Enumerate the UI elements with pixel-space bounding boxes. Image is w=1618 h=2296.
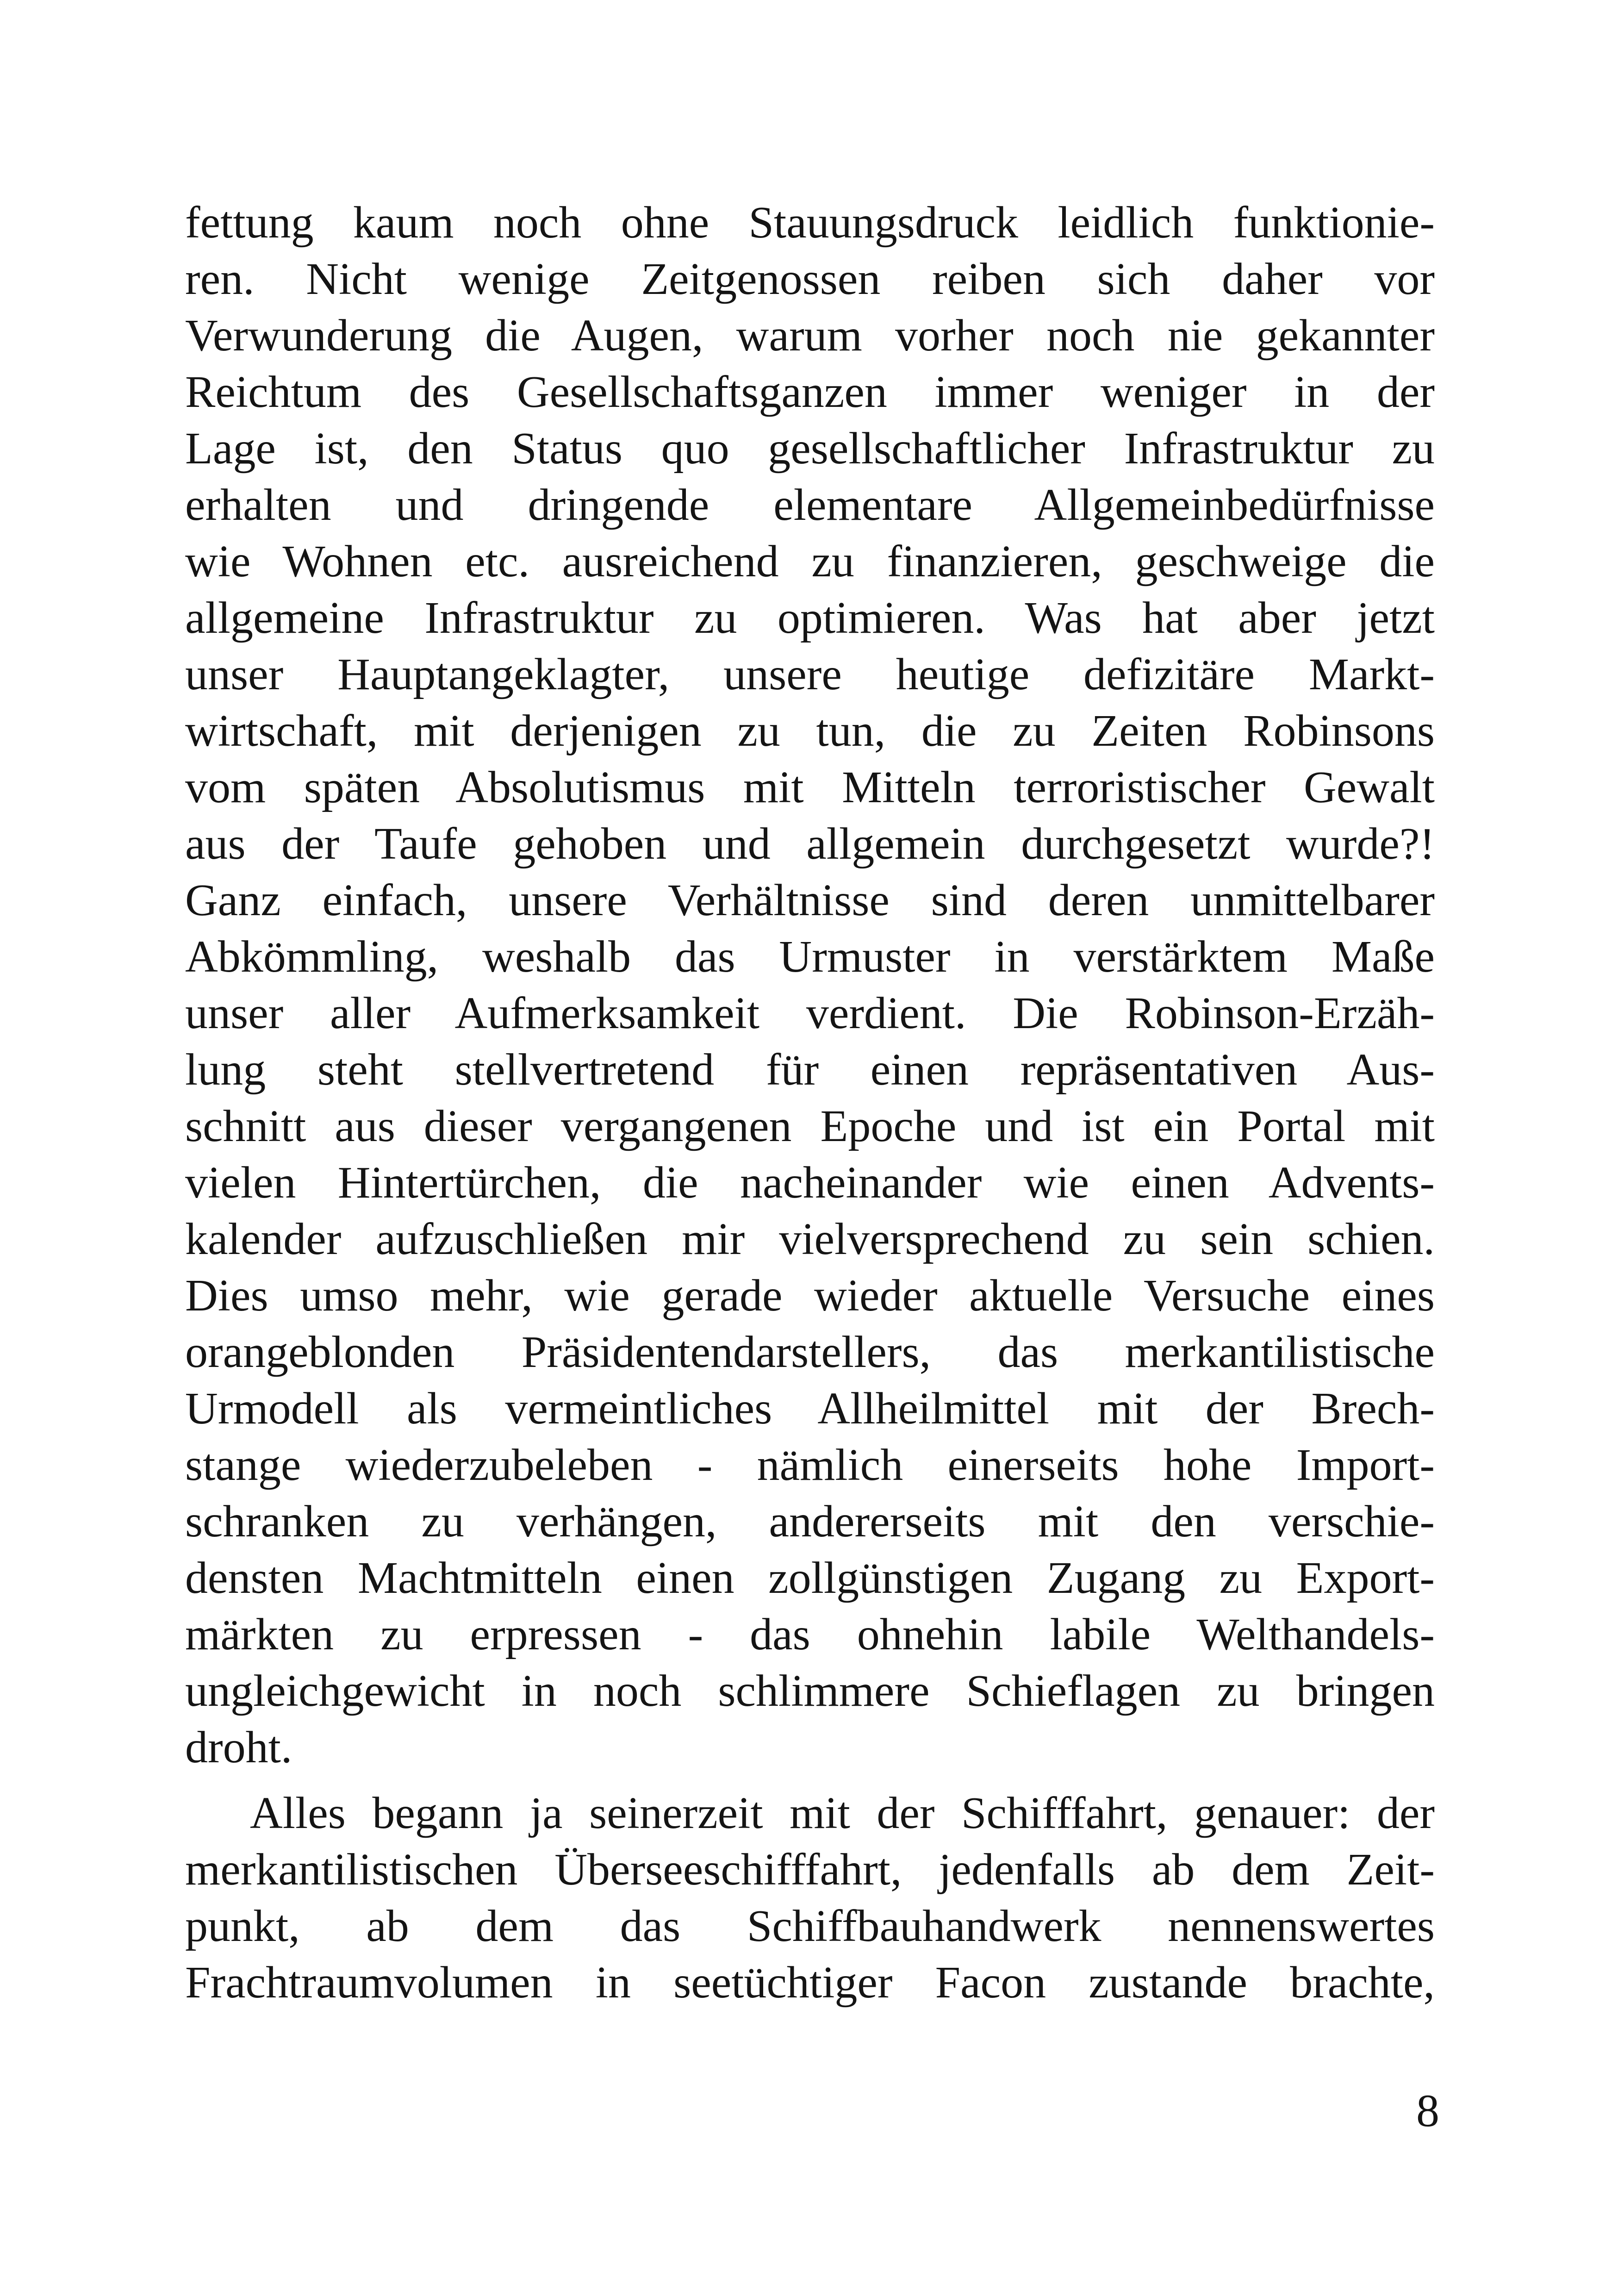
text-line: kalender aufzuschließen mir vielversprechend zu sein schien. xyxy=(185,1214,1435,1264)
text-line: Alles begann ja seinerzeit mit der Schifffahrt, genauer: der xyxy=(250,1788,1435,1838)
text-line: Frachtraumvolumen in seetüchtiger Facon zustande brachte, xyxy=(185,1958,1435,2008)
text-line: aus der Taufe gehoben und allgemein durchgesetzt wurde?! xyxy=(185,819,1435,869)
text-line: Urmodell als vermeintliches Allheilmittel mit der Brech- xyxy=(185,1384,1435,1434)
text-line: unser aller Aufmerksamkeit verdient. Die Robinson-Erzäh- xyxy=(185,988,1435,1038)
text-line: vielen Hintertürchen, die nacheinander wie einen Advents- xyxy=(185,1158,1435,1208)
text-line: Ganz einfach, unsere Verhältnisse sind deren unmittelbarer xyxy=(185,875,1435,925)
text-line: droht. xyxy=(185,1722,292,1772)
text-line: ungleichgewicht in noch schlimmere Schieflagen zu bringen xyxy=(185,1666,1435,1716)
text-line: wie Wohnen etc. ausreichend zu finanzieren, geschweige die xyxy=(185,537,1435,586)
text-line: Lage ist, den Status quo gesellschaftlicher Infrastruktur zu xyxy=(185,424,1435,474)
paragraph-gap xyxy=(185,1776,1435,1785)
text-line: densten Machtmitteln einen zollgünstigen Zugang zu Export- xyxy=(185,1553,1435,1603)
text-line: Reichtum des Gesellschaftsganzen immer weniger in der xyxy=(185,367,1435,417)
text-line: vom späten Absolutismus mit Mitteln terroristischer Gewalt xyxy=(185,762,1435,812)
text-line: schnitt aus dieser vergangenen Epoche und ist ein Portal mit xyxy=(185,1101,1435,1151)
text-line: märkten zu erpressen - das ohnehin labile Welthandels- xyxy=(185,1610,1435,1660)
text-line: Verwunderung die Augen, warum vorher noch nie gekannter xyxy=(185,311,1435,361)
paragraph xyxy=(185,1785,1435,2011)
page-number: 8 xyxy=(1416,2085,1439,2136)
text-line: allgemeine Infrastruktur zu optimieren. Was hat aber jetzt xyxy=(185,593,1435,643)
text-line: Abkömmling, weshalb das Urmuster in verstärktem Maße xyxy=(185,932,1435,982)
text-line: orangeblonden Präsidentendarstellers, das merkantilistische xyxy=(185,1327,1435,1377)
text-line: unser Hauptangeklagter, unsere heutige defizitäre Markt- xyxy=(185,649,1435,699)
text-line: wirtschaft, mit derjenigen zu tun, die zu Zeiten Robinsons xyxy=(185,706,1435,756)
body-text xyxy=(185,194,1435,2011)
text-line: erhalten und dringende elementare Allgemeinbedürfnisse xyxy=(185,480,1435,530)
text-line: fettung kaum noch ohne Stauungsdruck leidlich funktionie- xyxy=(185,198,1435,248)
text-line: stange wiederzubeleben - nämlich einerseits hohe Import- xyxy=(185,1440,1435,1490)
text-line: lung steht stellvertretend für einen repräsentativen Aus- xyxy=(185,1045,1435,1095)
text-line: schranken zu verhängen, andererseits mit den verschie- xyxy=(185,1497,1435,1547)
text-line: Dies umso mehr, wie gerade wieder aktuelle Versuche eines xyxy=(185,1271,1435,1321)
paragraph xyxy=(185,194,1435,1776)
text-line: merkantilistischen Überseeschifffahrt, jedenfalls ab dem Zeit- xyxy=(185,1845,1435,1895)
text-line: ren. Nicht wenige Zeitgenossen reiben sich daher vor xyxy=(185,254,1435,304)
text-line: punkt, ab dem das Schiffbauhandwerk nennenswertes xyxy=(185,1901,1435,1951)
